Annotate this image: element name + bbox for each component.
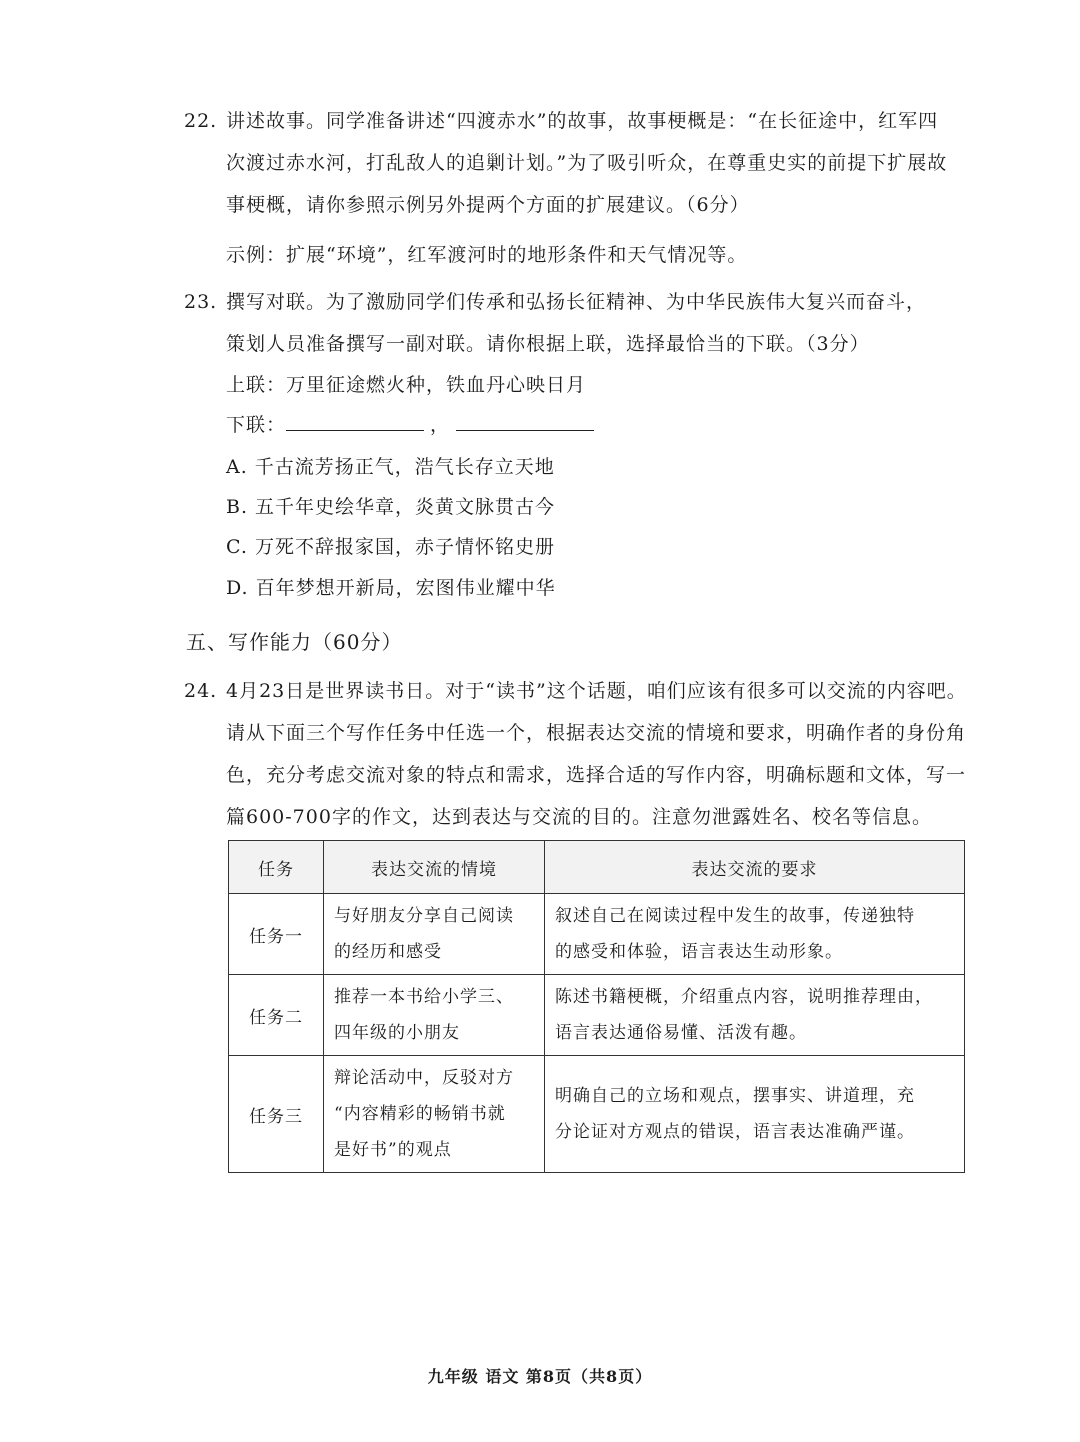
answer-blank-1[interactable]: [286, 412, 424, 431]
option-c[interactable]: C. 万死不辞报家国，赤子情怀铭史册: [226, 536, 555, 558]
header-task: 任务: [229, 841, 324, 894]
situation-line: 与好朋友分享自己阅读: [334, 906, 514, 926]
situation-line: 的经历和感受: [334, 942, 442, 962]
q22-number: 22.: [184, 110, 218, 132]
task-requirement: [545, 1056, 965, 1173]
q22-line: 事梗概，请你参照示例另外提两个方面的扩展建议。（6分）: [226, 194, 750, 216]
requirement-line: 陈述书籍梗概，介绍重点内容，说明推荐理由，: [555, 987, 933, 1007]
q24-line: 请从下面三个写作任务中任选一个，根据表达交流的情境和要求，明确作者的身份角: [226, 722, 967, 744]
situation-line: 推荐一本书给小学三、: [334, 987, 514, 1007]
task-name: 任务二: [229, 975, 324, 1056]
task-situation: [324, 1056, 545, 1173]
q24-text: [226, 670, 966, 838]
header-requirement: 表达交流的要求: [545, 841, 965, 894]
task-name: 任务三: [229, 1056, 324, 1173]
q23-text: [226, 281, 966, 365]
requirement-line: 叙述自己在阅读过程中发生的故事，传递独特: [555, 906, 915, 926]
q24-line: 篇600-700字的作文，达到表达与交流的目的。注意勿泄露姓名、校名等信息。: [226, 806, 932, 828]
situation-line: 四年级的小朋友: [334, 1023, 460, 1043]
q23-lower-couplet: [226, 410, 594, 437]
task-table: [228, 840, 965, 1173]
task-name: 任务一: [229, 894, 324, 975]
page-footer: 九年级 语文 第8页（共8页）: [427, 1367, 653, 1386]
header-situation: 表达交流的情境: [324, 841, 545, 894]
q23-line: 策划人员准备撰写一副对联。请你根据上联，选择最恰当的下联。（3分）: [226, 333, 870, 355]
task-requirement: [545, 894, 965, 975]
option-b[interactable]: B. 五千年史绘华章，炎黄文脉贯古今: [226, 496, 556, 518]
lower-separator: ，: [430, 414, 451, 436]
section-title: 五、写作能力（60分）: [186, 630, 403, 654]
table-row: [229, 975, 965, 1056]
answer-blank-2[interactable]: [456, 412, 594, 431]
q22-example: 示例：扩展“环境”，红军渡河时的地形条件和天气情况等。: [226, 244, 748, 266]
q24-number: 24.: [184, 680, 218, 702]
situation-line: 是好书”的观点: [334, 1140, 452, 1160]
requirement-line: 分论证对方观点的错误，语言表达准确严谨。: [555, 1122, 915, 1142]
q24-line: 4月23日是世界读书日。对于“读书”这个话题，咱们应该有很多可以交流的内容吧。: [226, 680, 967, 702]
q22-line: 次渡过赤水河，打乱敌人的追剿计划。”为了吸引听众，在尊重史实的前提下扩展故: [226, 152, 948, 174]
requirement-line: 明确自己的立场和观点，摆事实、讲道理，充: [555, 1086, 915, 1106]
lower-label: 下联：: [226, 414, 287, 436]
situation-line: 辩论活动中，反驳对方: [334, 1068, 514, 1088]
q23-line: 撰写对联。为了激励同学们传承和弘扬长征精神、为中华民族伟大复兴而奋斗，: [226, 291, 927, 313]
q22-text: [226, 100, 966, 226]
situation-line: “内容精彩的畅销书就: [334, 1104, 506, 1124]
table-row: [229, 894, 965, 975]
task-situation: [324, 894, 545, 975]
task-situation: [324, 975, 545, 1056]
q22-line: 讲述故事。同学准备讲述“四渡赤水”的故事，故事梗概是：“在长征途中，红军四: [226, 110, 939, 132]
q23-upper-couplet: 上联：万里征途燃火种，铁血丹心映日月: [226, 374, 587, 396]
option-d[interactable]: D. 百年梦想开新局，宏图伟业耀中华: [226, 577, 556, 599]
requirement-line: 的感受和体验，语言表达生动形象。: [555, 942, 843, 962]
requirement-line: 语言表达通俗易懂、活泼有趣。: [555, 1023, 807, 1043]
task-requirement: [545, 975, 965, 1056]
table-row: [229, 1056, 965, 1173]
table-header-row: [229, 841, 965, 894]
option-a[interactable]: A. 千古流芳扬正气，浩气长存立天地: [226, 456, 555, 478]
q24-line: 色，充分考虑交流对象的特点和需求，选择合适的写作内容，明确标题和文体，写一: [226, 764, 967, 786]
q23-number: 23.: [184, 291, 218, 313]
